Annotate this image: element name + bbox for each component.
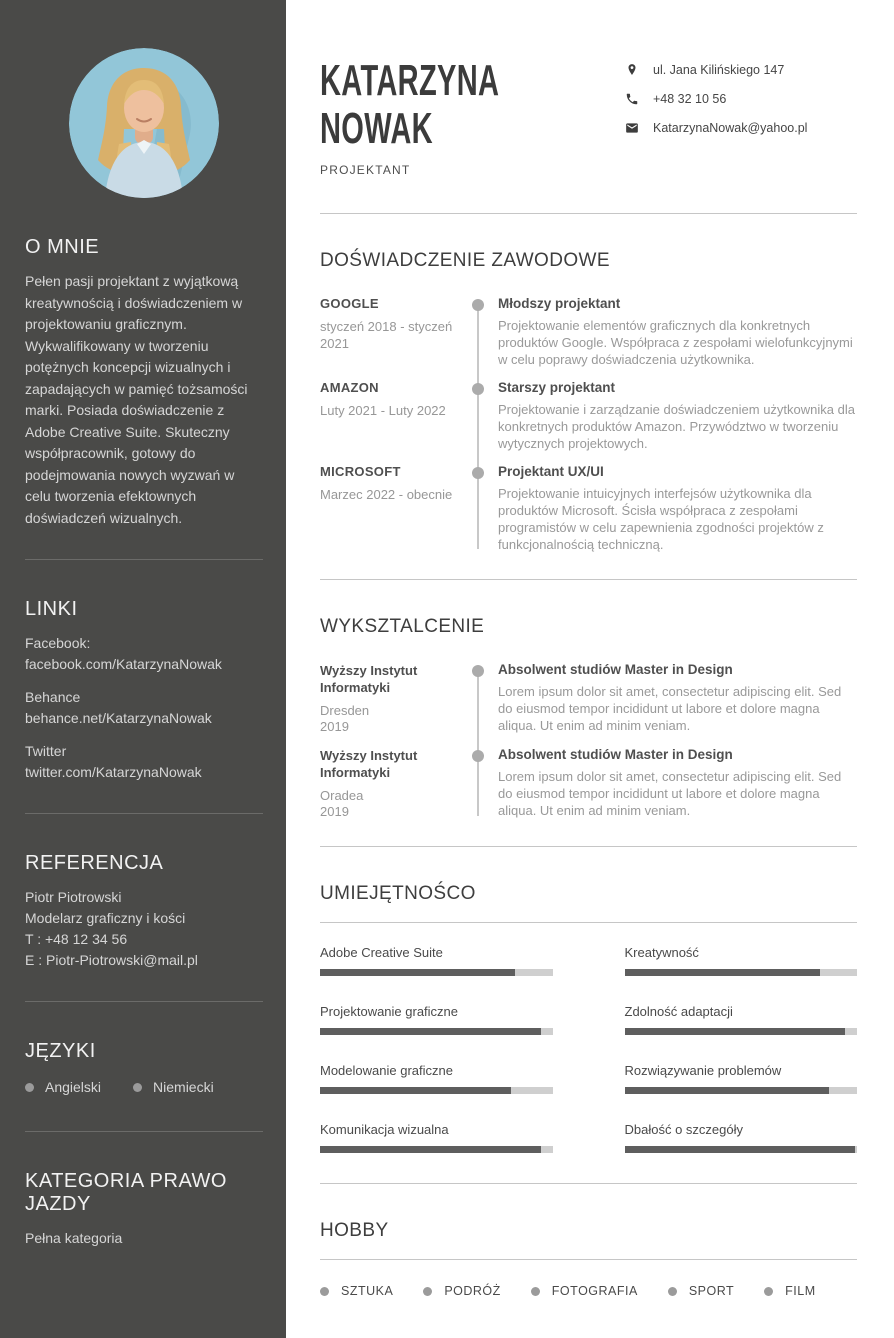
address-value: ul. Jana Kilińskiego 147 <box>653 63 785 77</box>
language-label: Angielski <box>45 1079 102 1095</box>
education-item <box>320 662 857 735</box>
degree-description: Lorem ipsum dolor sit amet, consectetur adipiscing elit. Sed do eiusmod tempor incididunt ut labore et dolore magna aliqua. Ut enim ad minim veniam. <box>498 769 842 818</box>
hobby-label: FILM <box>785 1284 816 1298</box>
reference-phone: T : +48 12 34 56 <box>25 931 128 947</box>
position-title: Młodszy projektant <box>498 296 621 311</box>
degree-title: Absolwent studiów Master in Design <box>498 662 733 677</box>
hobby-item <box>320 1284 393 1298</box>
envelope-icon <box>625 121 639 135</box>
experience-item <box>320 464 857 553</box>
reference-heading: REFERENCJA <box>25 852 164 874</box>
graduation-year: 2019 <box>320 719 349 734</box>
hobby-item <box>423 1284 500 1298</box>
education-timeline <box>320 662 857 820</box>
sidebar <box>0 0 286 1338</box>
languages-row <box>25 1079 263 1095</box>
skills-heading: UMIEJĘTNOŚCO <box>320 883 476 904</box>
skill-item <box>320 1063 553 1094</box>
bullet-dot-icon <box>320 1287 329 1296</box>
link-url[interactable]: twitter.com/KatarzynaNowak <box>25 764 202 780</box>
skill-item <box>625 1122 858 1153</box>
link-item-behance <box>25 687 263 729</box>
hobby-item <box>531 1284 638 1298</box>
hobby-label: SPORT <box>688 1284 735 1298</box>
employment-period: Luty 2021 - Luty 2022 <box>320 403 446 418</box>
skill-item <box>320 945 553 976</box>
profile-photo <box>69 48 219 198</box>
email-value[interactable]: KatarzynaNowak@yahoo.pl <box>653 121 808 135</box>
skill-bar-fill <box>625 1028 846 1035</box>
reference-name: Piotr Piotrowski <box>25 889 122 905</box>
skill-bar-track <box>320 969 553 976</box>
profile-photo-illustration <box>69 48 219 198</box>
language-item <box>25 1079 101 1095</box>
skill-bar-track <box>625 1028 858 1035</box>
timeline-dot-icon <box>472 383 484 395</box>
position-description: Projektowanie elementów graficznych dla konkretnych produktów Google. Współpraca z zespołami wielofunkcyjnymi w celu poprawy doświadczenia użytkownika. <box>498 318 853 367</box>
phone-value[interactable]: +48 32 10 56 <box>653 92 727 106</box>
section-divider <box>320 1183 857 1184</box>
graduation-year: 2019 <box>320 804 349 819</box>
link-url[interactable]: behance.net/KatarzynaNowak <box>25 710 212 726</box>
reference-title: Modelarz graficzny i kości <box>25 910 186 926</box>
sidebar-divider <box>25 1001 263 1002</box>
contact-phone-row <box>625 92 857 106</box>
timeline-dot-icon <box>472 299 484 311</box>
hobby-item <box>764 1284 815 1298</box>
skill-label: Projektowanie graficzne <box>320 1004 459 1019</box>
section-divider <box>320 579 857 580</box>
reference-email[interactable]: E : Piotr-Piotrowski@mail.pl <box>25 952 198 968</box>
employment-period: Marzec 2022 - obecnie <box>320 487 453 502</box>
experience-heading: DOŚWIADCZENIE ZAWODOWE <box>320 250 610 271</box>
skill-bar-fill <box>625 1087 830 1094</box>
phone-icon <box>625 92 639 106</box>
last-name: NOWAK <box>320 104 433 153</box>
link-url[interactable]: facebook.com/KatarzynaNowak <box>25 656 222 672</box>
contact-block <box>625 55 857 177</box>
timeline-dot-icon <box>472 467 484 479</box>
skill-item <box>625 945 858 976</box>
bullet-dot-icon <box>133 1083 142 1092</box>
links-heading: LINKI <box>25 598 78 620</box>
education-item <box>320 747 857 820</box>
bullet-dot-icon <box>25 1083 34 1092</box>
language-item <box>133 1079 214 1095</box>
skill-label: Zdolność adaptacji <box>624 1004 733 1019</box>
skills-grid <box>320 945 857 1153</box>
hobby-item <box>668 1284 734 1298</box>
employment-period: styczeń 2018 - styczeń 2021 <box>320 319 453 351</box>
sidebar-divider <box>25 1131 263 1132</box>
skill-item <box>625 1063 858 1094</box>
position-title: Starszy projektant <box>498 380 616 395</box>
job-title: PROJEKTANT <box>320 163 411 177</box>
skill-label: Rozwiązywanie problemów <box>624 1063 782 1078</box>
skill-item <box>320 1122 553 1153</box>
section-divider <box>320 213 857 214</box>
school-name: Wyższy Instytut Informatyki <box>320 663 418 695</box>
timeline-dot-icon <box>472 750 484 762</box>
location-pin-icon <box>625 63 639 77</box>
link-item-facebook <box>25 633 263 675</box>
school-location: Dresden <box>320 703 370 718</box>
hobby-row <box>320 1284 857 1298</box>
contact-address-row <box>625 63 857 77</box>
hobby-label: FOTOGRAFIA <box>551 1284 638 1298</box>
bullet-dot-icon <box>423 1287 432 1296</box>
education-heading: WYKSZTALCENIE <box>320 616 485 637</box>
driving-license-value: Pełna kategoria <box>25 1230 123 1246</box>
bullet-dot-icon <box>668 1287 677 1296</box>
skill-bar-track <box>625 1146 858 1153</box>
company-name: MICROSOFT <box>320 464 401 479</box>
experience-item <box>320 296 857 368</box>
about-heading: O MNIE <box>25 236 100 258</box>
company-name: GOOGLE <box>320 296 379 311</box>
skill-label: Komunikacja wizualna <box>320 1122 449 1137</box>
company-name: AMAZON <box>320 380 379 395</box>
skill-bar-fill <box>320 1087 511 1094</box>
hobby-heading: HOBBY <box>320 1220 389 1241</box>
first-name: KATARZYNA <box>320 56 500 105</box>
contact-email-row <box>625 121 857 135</box>
name-block <box>320 55 592 177</box>
link-label: Behance <box>25 689 81 705</box>
experience-timeline <box>320 296 857 553</box>
school-name: Wyższy Instytut Informatyki <box>320 748 418 780</box>
skill-bar-fill <box>320 1146 541 1153</box>
language-label: Niemiecki <box>153 1079 214 1095</box>
skill-bar-track <box>625 969 858 976</box>
hobby-label: PODRÓŻ <box>444 1284 501 1298</box>
sidebar-divider <box>25 559 263 560</box>
skill-label: Adobe Creative Suite <box>320 945 443 960</box>
link-label: Twitter <box>25 743 67 759</box>
bullet-dot-icon <box>531 1287 540 1296</box>
degree-title: Absolwent studiów Master in Design <box>498 747 733 762</box>
skill-item <box>625 1004 858 1035</box>
languages-heading: JĘZYKI <box>25 1040 96 1062</box>
reference-block <box>25 887 263 971</box>
link-item-twitter <box>25 741 263 783</box>
skill-label: Kreatywność <box>624 945 699 960</box>
section-divider <box>320 846 857 847</box>
position-description: Projektowanie intuicyjnych interfejsów użytkownika dla produktów Microsoft. Ścisła współpraca z zespołami programistów w celu zapewnienia zgodności projektów z funkcjonalnością techniczną. <box>498 486 824 552</box>
link-label: Facebook: <box>25 635 91 651</box>
skill-bar-fill <box>625 969 820 976</box>
skill-bar-fill <box>320 1028 541 1035</box>
skill-bar-fill <box>625 1146 855 1153</box>
skill-bar-track <box>320 1028 553 1035</box>
skill-bar-track <box>320 1146 553 1153</box>
about-text: Pełen pasji projektant z wyjątkową kreatywnością i doświadczeniem w projektowaniu graficznym. Wykwalifikowany w tworzeniu potężnych koncepcji wizualnych i zapadających w pamięć tożsamości marki. Posiada doświadczenie z Adobe Creative Suite. Skuteczny współpracownik, gotowy do podejmowania nowych wyzwań w celu tworzenia efektownych doświadczeń wizualnych. <box>25 273 248 526</box>
skill-label: Modelowanie graficzne <box>320 1063 453 1078</box>
timeline-dot-icon <box>472 665 484 677</box>
skill-label: Dbałość o szczegóły <box>624 1122 743 1137</box>
position-description: Projektowanie i zarządzanie doświadczeniem użytkownika dla konkretnych produktów Amazon. Przywództwo w tworzeniu wytycznych projektowych. <box>498 402 855 451</box>
bullet-dot-icon <box>764 1287 773 1296</box>
driving-license-heading: KATEGORIA PRAWO JAZDY <box>25 1170 227 1215</box>
degree-description: Lorem ipsum dolor sit amet, consectetur adipiscing elit. Sed do eiusmod tempor incididunt ut labore et dolore magna aliqua. Ut enim ad minim veniam. <box>498 684 842 733</box>
hobby-label: SZTUKA <box>341 1284 394 1298</box>
skill-bar-track <box>625 1087 858 1094</box>
skill-bar-track <box>320 1087 553 1094</box>
main-content <box>286 0 894 1338</box>
skill-item <box>320 1004 553 1035</box>
school-location: Oradea <box>320 788 364 803</box>
position-title: Projektant UX/UI <box>498 464 604 479</box>
header <box>320 55 857 177</box>
experience-item <box>320 380 857 452</box>
sidebar-divider <box>25 813 263 814</box>
section-divider <box>320 922 857 923</box>
skill-bar-fill <box>320 969 515 976</box>
